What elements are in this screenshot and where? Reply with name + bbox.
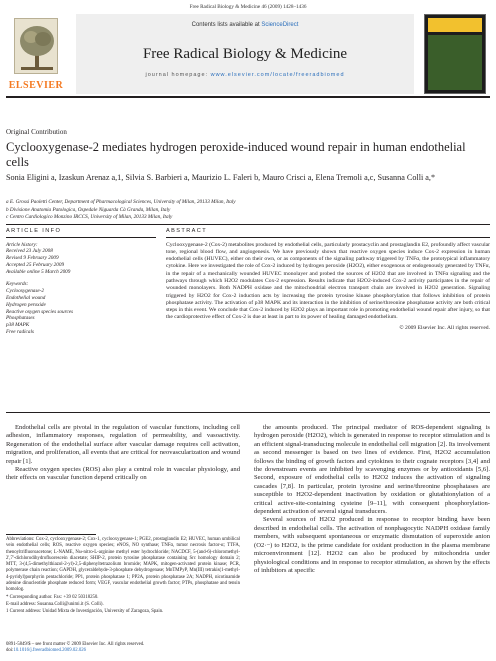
article-info-rule xyxy=(6,237,156,238)
keyword: Cyclooxygenase-2 xyxy=(6,288,45,295)
abstract-text: Cyclooxygenase-2 (Cox-2) metabolites produced by endothelial cells, particularly prostacyclin and prostaglandin E2, profoundly affect vascular tone, regional blood flow, and angiogenesis. We have previously shown that reactive oxygen species induce Cox-2 expression in human endothelial cells (HUVEC), either on their own, or as components of the signaling pathway triggered by TNFα, the prototypical inflammatory cytokine. Here we investigated the role of Cox-2 induced by hydrogen peroxide (H2O2), either exogenous or endogenously generated by TNFα, in the repair of a mechanically wounded HUVEC monolayer and probed the sources of H2O2 that are involved in TNFα signaling and the pathways through which H2O2 modulates Cox-2 expression. Results indicate that H2O2-induced Cox-2 activity participates in the repair of wounded monolayers. Both NADPH oxidase and the mitochondrial electron transport chain are involved in H2O2 generation. Signaling triggered by H2O2 for Cox-2 induction acts by increasing the protein tyrosine kinase phosphorylation that follows inhibition of protein phosphatase activity. The activation of p38 MAPK and its interaction in the inhibition of serine/threonine phosphatase activity are both critical steps in this event. We conclude that Cox-2 induced by H2O2 plays an important role in promoting endothelial wound repair after injury, so that the cardioprotective effect of Cox-2 is due at least in part to its power of healing damaged endothelium. xyxy=(166,241,490,321)
keyword: Hydrogen peroxide xyxy=(6,301,46,308)
doi-line xyxy=(6,648,144,654)
keyword: p38 MAPK xyxy=(6,322,30,329)
abstract-copyright: © 2009 Elsevier Inc. All rights reserved. xyxy=(399,324,490,331)
body-paragraph: the amounts produced. The principal mediator of ROS-dependent signaling is hydrogen peroxide (H2O2), which is generated in response to receptor stimulation and is an efficient signal-transducing molecule in endothelial cell migration [2]. Its involvement as second messenger is based on two lines of evidence. First, H2O2 accumulation follows the binding of growth factors and cytokines to their cognate receptors [3,4] and the downstream events are inhibited by scavenging enzymes or by antioxidants [5,6]. Second, exposure of endothelial cells to H2O2 induces the activation of signaling cascades [7,8]. In particular, protein tyrosine and serine/threonine phosphatases are susceptible to H2O2-dependent inactivation by oxidation or glutathionylation of a critical active-site-containing cysteine [9–11], with consequent phosphorylation-dependent activation of several signal transducers. xyxy=(254,424,490,516)
affiliation-c: c Centro Cardiologico Monzino IRCCS, University of Milan, 20133 Milan, Italy xyxy=(6,214,173,221)
section-rule xyxy=(6,224,490,225)
publication-meta xyxy=(6,642,144,654)
doi-prefix: doi: xyxy=(6,648,14,654)
keyword: Free radicals xyxy=(6,329,34,336)
current-address-footnote: 1 Current address: Unidad Mixta de Investigación, University of Zaragoza, Spain. xyxy=(6,609,164,615)
section-rule xyxy=(6,412,490,413)
body-paragraph: Several sources of H2O2 produced in response to receptor binding have been described in endothelial cells. The activation of nonphagocytic NADPH oxidase family members, with subsequent spontaneous or enzymatic dismutation of superoxide anion (O2·−) to H2O2, is the prime candidate for oxidant production in the plasma membrane microenvironment [12]. H2O2 can also be produced by mitochondria under physiological conditions and in response to receptor stimulation, as shown by the effects of inhibitors at specific xyxy=(254,516,490,574)
keyword: Reactive oxygen species sources xyxy=(6,308,74,315)
affiliation-b: b Divisione Anatomia Patologica, Ospedale Niguarda Cà Granda, Milan, Italy xyxy=(6,206,171,213)
affiliation-a: a E. Grossi Paoletti Center, Department of Pharmacological Sciences, University of Milan, 20133 Milan, Italy xyxy=(6,199,236,205)
article-title: Cyclooxygenase-2 mediates hydrogen peroxide-induced wound repair in human endothelial cells xyxy=(6,140,466,169)
body-paragraph: Endothelial cells are pivotal in the regulation of vascular functions, including cell adhesion, inflammatory responses, regulation of permeability, and vasoactivity. Regeneration of the endothelial surface after vascular damage requires cell activation, migration, and proliferation, all events that are critical for neovascularization and wound repair [1]. xyxy=(6,424,240,465)
issn-line: 0891-5849/$ – see front matter © 2009 Elsevier Inc. All rights reserved. xyxy=(6,642,145,647)
affiliations xyxy=(6,199,490,222)
journal-cover-image xyxy=(424,14,486,94)
history-revised: Revised 9 February 2009 xyxy=(6,255,59,262)
corresponding-author-footnote: * Corresponding author. Fax: +39 02 50318250. xyxy=(6,594,99,600)
abstract-rule xyxy=(166,237,490,238)
journal-banner xyxy=(76,14,414,94)
elsevier-tree-icon xyxy=(14,18,58,74)
journal-homepage xyxy=(76,72,414,78)
history-received: Received 23 July 2008 xyxy=(6,248,53,255)
article-info-heading: ARTICLE INFO xyxy=(6,228,62,234)
history-title: Article history: xyxy=(6,241,38,248)
running-head: Free Radical Biology & Medicine 46 (2009) 1428–1436 xyxy=(189,4,307,10)
article-history xyxy=(6,242,156,276)
sciencedirect-link[interactable]: ScienceDirect xyxy=(261,22,299,28)
history-online: Available online 5 March 2009 xyxy=(6,268,71,275)
abbreviations-footnote: Abbreviations: Cox-2, cyclooxygenase-2; Cox-1, cyclooxygenase-1; PGE2, prostaglandin E2; HUVEC, human umbilical vein endothelial cells; ROS, reactive oxygen species; eNOS, NO synthase; TNFα, tumor necrosis factor-α; TTFA, thenoyltrifluoroacetone; L-NAME, Nω-nitro-L-arginine methyl ester hydrochloride; NACDCF, 5-(and-6)-chloromethyl-2',7'-dichlorodihydrofluorescein diacetate; SHIP-2, protein tyrosine phosphatase containing Src homology domain 2; MTT, 3-(4,5-dimethylthiazol-2-yl)-2,5-diphenyltetrazolium bromide; MAPK, mitogen-activated protein kinase; PCR, polymerase chain reaction; GAPDH, glyceraldehyde-3-phosphate dehydrogenase; MnTMPyP, Mn(III) tetrakis(1-methyl-4-pyridyl)porphyrin pentachloride; PP1, protein phosphatase 1; PP2A, protein phosphatase 2A; NADPH, nicotinamide adenine dinucleotide phosphate reduced form; VEGF, vascular endothelial growth factor; PTPs, phosphatase and tensin homolog. xyxy=(6,537,240,593)
keyword: Phosphatases xyxy=(6,315,35,322)
email-footnote[interactable]: E-mail address: Susanna.Colli@unimi.it (S. Colli). xyxy=(6,601,104,607)
cover-banner xyxy=(428,18,482,32)
homepage-link[interactable]: www.elsevier.com/locate/freeradbiomed xyxy=(210,72,345,78)
doi-link[interactable]: 10.1016/j.freeradbiomed.2009.02.026 xyxy=(13,648,87,654)
body-column-right xyxy=(254,424,490,575)
homepage-prefix: journal homepage: xyxy=(145,72,211,78)
history-accepted: Accepted 25 February 2009 xyxy=(6,261,65,268)
abstract xyxy=(166,228,490,331)
article-type: Original Contribution xyxy=(6,128,67,136)
author-list: Sonia Eligini a, Izaskun Arenaz a,1, Silvia S. Barbieri a, Maurizio L. Faleri b, Mauro Crisci a, Elena Tremoli a,c, Susanna Colli a,* xyxy=(6,173,436,182)
body-paragraph: Reactive oxygen species (ROS) also play a central role in vascular physiology, and their effects on vascular function depend critically on xyxy=(6,466,240,482)
contents-line xyxy=(76,22,414,28)
keyword: Endothelial wound xyxy=(6,295,46,302)
journal-masthead xyxy=(6,14,490,108)
contents-prefix: Contents lists available at xyxy=(191,22,262,28)
abstract-heading: ABSTRACT xyxy=(166,228,208,234)
keywords xyxy=(6,281,156,335)
keywords-title: Keywords: xyxy=(6,281,29,288)
article-info xyxy=(6,228,156,336)
header-rule xyxy=(6,96,490,98)
footnotes xyxy=(6,537,240,617)
journal-title: Free Radical Biology & Medicine xyxy=(142,46,348,62)
elsevier-logo[interactable] xyxy=(6,14,66,94)
body-column-left xyxy=(6,424,240,483)
cover-illustration xyxy=(428,35,482,90)
elsevier-wordmark: ELSEVIER xyxy=(8,80,64,91)
footnote-rule xyxy=(6,534,96,535)
